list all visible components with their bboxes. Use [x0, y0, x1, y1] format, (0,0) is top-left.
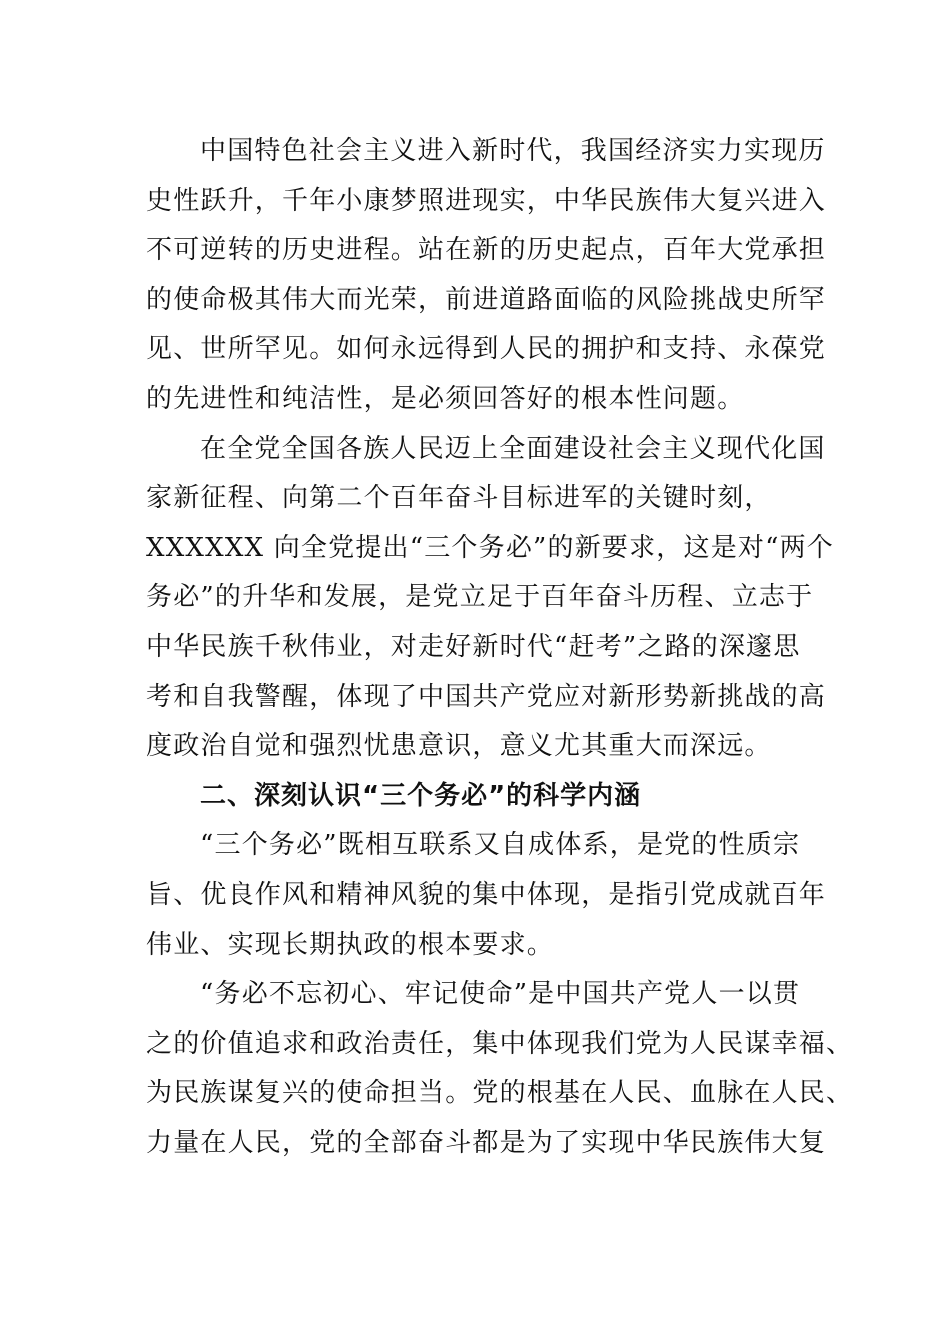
- paragraph-line: “务必不忘初心、牢记使命”是中国共产党人一以贯: [200, 979, 801, 1010]
- paragraph-line: 家新征程、向第二个百年奋斗目标进军的关键时刻，: [146, 483, 772, 514]
- paragraph-line: 的先进性和纯洁性，是必须回答好的根本性问题。: [146, 383, 745, 414]
- paragraph-line: 史性跃升，千年小康梦照进现实，中华民族伟大复兴进入: [146, 185, 827, 216]
- paragraph-line: 中国特色社会主义进入新时代，我国经济实力实现历: [200, 136, 826, 166]
- document-body: [146, 127, 854, 1168]
- paragraph-line: 不可逆转的历史进程。站在新的历史起点，百年大党承担: [146, 235, 827, 266]
- paragraph-line: 之的价值追求和政治责任，集中体现我们党为人民谋幸福、: [146, 1028, 854, 1059]
- paragraph-line: 在全党全国各族人民迈上全面建设社会主义现代化国: [200, 433, 826, 464]
- paragraph-line: 为民族谋复兴的使命担当。党的根基在人民、血脉在人民、: [146, 1078, 854, 1109]
- paragraph-line: 度政治自觉和强烈忧患意识，意义尤其重大而深远。: [146, 731, 772, 762]
- paragraph-line: 旨、优良作风和精神风貌的集中体现，是指引党成就百年: [146, 879, 827, 910]
- paragraph-2: [146, 425, 834, 772]
- paragraph-1: [146, 127, 827, 425]
- paragraph-line: 务必”的升华和发展，是党立足于百年奋斗历程、立志于: [146, 582, 814, 613]
- section-heading: 二、深刻认识“三个务必”的科学内涵: [200, 780, 642, 811]
- paragraph-line: XXXXXX 向全党提出“三个务必”的新要求，这是对“两个: [146, 532, 834, 563]
- paragraph-line: 中华民族千秋伟业，对走好新时代“赶考”之路的深邃思: [146, 631, 801, 662]
- paragraph-line: 的使命极其伟大而光荣，前进道路面临的风险挑战史所罕: [146, 284, 827, 315]
- paragraph-line: 伟业、实现长期执政的根本要求。: [146, 929, 555, 960]
- paragraph-4: [146, 970, 854, 1168]
- paragraph-3: [146, 821, 827, 970]
- paragraph-line: 力量在人民，党的全部奋斗都是为了实现中华民族伟大复: [146, 1127, 827, 1158]
- paragraph-line: “三个务必”既相互联系又自成体系，是党的性质宗: [200, 830, 801, 861]
- paragraph-line: 见、世所罕见。如何永远得到人民的拥护和支持、永葆党: [146, 334, 827, 365]
- paragraph-line: 考和自我警醒，体现了中国共产党应对新形势新挑战的高: [146, 681, 827, 712]
- section-heading-wrap: [146, 772, 806, 822]
